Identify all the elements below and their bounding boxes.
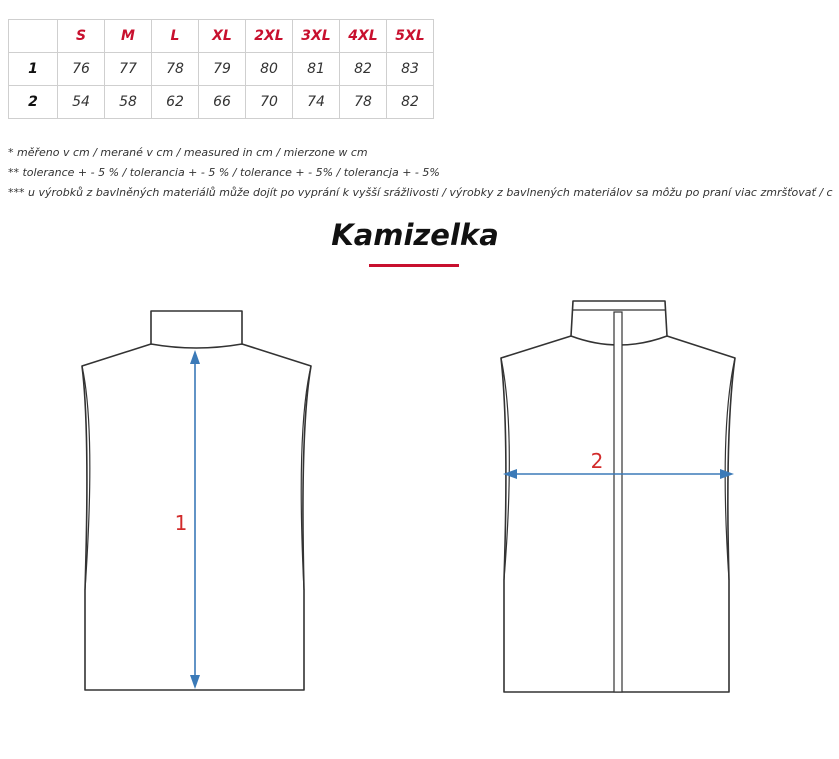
table-cell: 83 bbox=[387, 53, 434, 86]
note-tolerance: ** tolerance + - 5 % / tolerancia + - 5 % / tolerance + - 5% / tolerancja + - 5% bbox=[8, 166, 440, 179]
table-cell: 76 bbox=[58, 53, 105, 86]
table-cell: 58 bbox=[105, 86, 152, 119]
table-cell: 70 bbox=[246, 86, 293, 119]
table-cell: 80 bbox=[246, 53, 293, 86]
vest-front-diagram bbox=[501, 301, 735, 692]
size-header-5xl: 5XL bbox=[387, 20, 434, 53]
size-header-2xl: 2XL bbox=[246, 20, 293, 53]
row-label: 1 bbox=[9, 53, 58, 86]
vest-diagrams bbox=[0, 280, 839, 710]
table-cell: 54 bbox=[58, 86, 105, 119]
size-table bbox=[8, 19, 434, 119]
table-cell: 77 bbox=[105, 53, 152, 86]
table-cell: 78 bbox=[340, 86, 387, 119]
vest-back-body bbox=[82, 344, 311, 690]
table-cell: 82 bbox=[387, 86, 434, 119]
table-corner-cell bbox=[9, 20, 58, 53]
size-header-xl: XL bbox=[199, 20, 246, 53]
note-measurement-unit: * měřeno v cm / merané v cm / measured in cm / mierzone w cm bbox=[8, 146, 368, 159]
table-cell: 82 bbox=[340, 53, 387, 86]
size-header-row bbox=[9, 20, 434, 53]
size-header-l: L bbox=[152, 20, 199, 53]
table-cell: 79 bbox=[199, 53, 246, 86]
chest-width-label: 2 bbox=[590, 449, 604, 473]
table-cell: 81 bbox=[293, 53, 340, 86]
back-length-label: 1 bbox=[174, 511, 188, 535]
table-cell: 62 bbox=[152, 86, 199, 119]
size-header-s: S bbox=[58, 20, 105, 53]
vest-back-diagram bbox=[82, 311, 311, 690]
table-row bbox=[9, 53, 434, 86]
table-cell: 74 bbox=[293, 86, 340, 119]
page-title: Kamizelka bbox=[331, 218, 499, 252]
row-label: 2 bbox=[9, 86, 58, 119]
notes bbox=[8, 143, 839, 203]
size-header-4xl: 4XL bbox=[340, 20, 387, 53]
note-shrinkage: *** u výrobků z bavlněných materiálů může dojít po vyprání k vyšší srážlivosti / výrobky z bavlnených materiálov sa môžu po praní viac zmršťovať / c bbox=[8, 186, 833, 199]
vest-front-zipper bbox=[614, 312, 622, 692]
size-header-m: M bbox=[105, 20, 152, 53]
title-underline bbox=[369, 264, 459, 267]
table-cell: 66 bbox=[199, 86, 246, 119]
table-cell: 78 bbox=[152, 53, 199, 86]
table-row bbox=[9, 86, 434, 119]
vest-back-collar bbox=[151, 311, 242, 348]
size-header-3xl: 3XL bbox=[293, 20, 340, 53]
